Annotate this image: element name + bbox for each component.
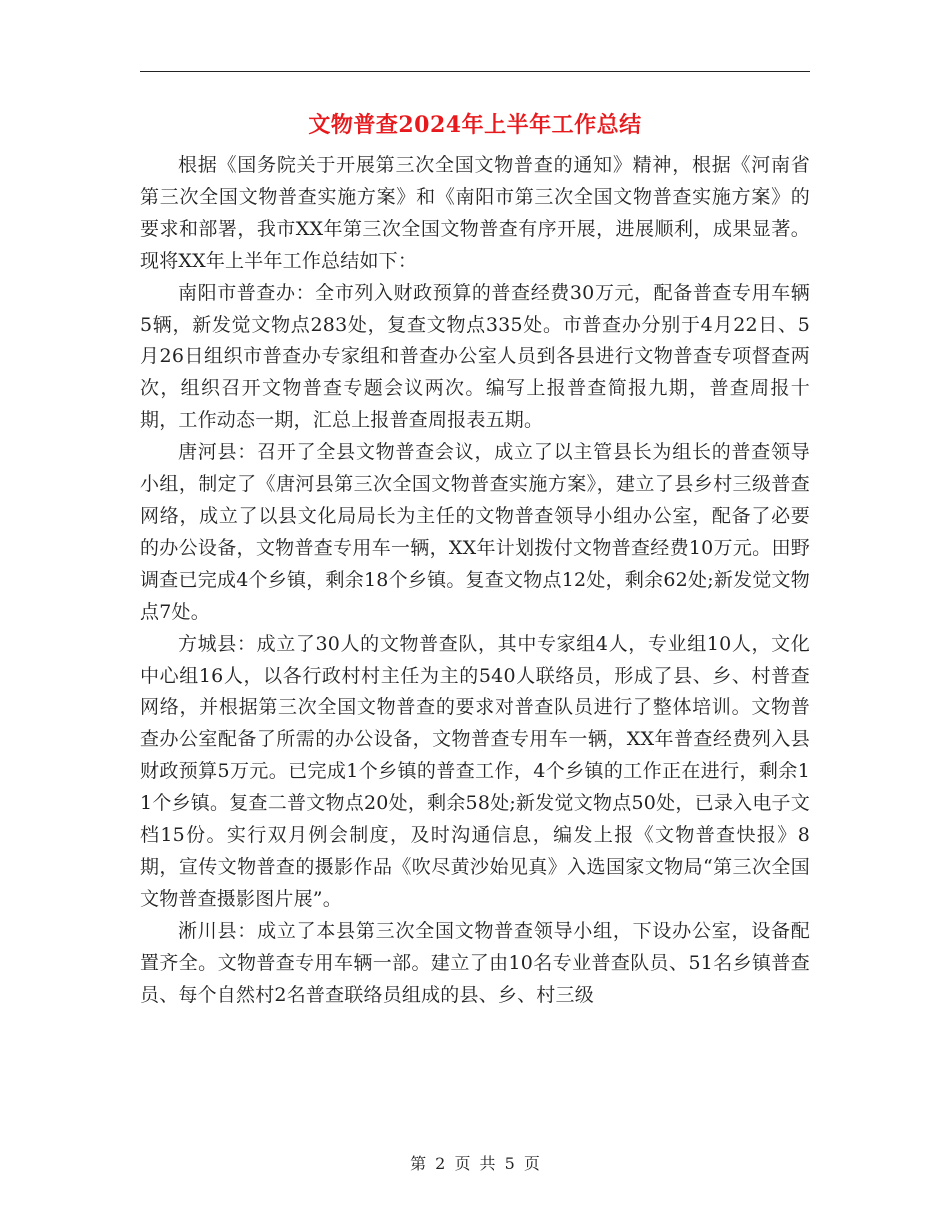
- document-body: [140, 150, 810, 1011]
- paragraph-xichuan: 淅川县：成立了本县第三次全国文物普查领导小组，下设办公室，设备配置齐全。文物普查专用车辆一部。建立了由10名专业普查队员、51名乡镇普查员、每个自然村2名普查联络员组成的县、乡、村三级: [140, 919, 810, 1006]
- document-title: 文物普查2024年上半年工作总结: [308, 112, 642, 138]
- paragraph-tanghe: 唐河县：召开了全县文物普查会议，成立了以主管县长为组长的普查领导小组，制定了《唐河县第三次全国文物普查实施方案》，建立了县乡村三级普查网络，成立了以县文化局局长为主任的文物普查领导小组办公室，配备了必要的办公设备，文物普查专用车一辆，XX年计划拨付文物普查经费10万元。田野调查已完成4个乡镇，剩余18个乡镇。复查文物点12处，剩余62处;新发觉文物点7处。: [140, 441, 810, 623]
- paragraph-intro: 根据《国务院关于开展第三次全国文物普查的通知》精神，根据《河南省第三次全国文物普查实施方案》和《南阳市第三次全国文物普查实施方案》的要求和部署，我市XX年第三次全国文物普查有序开展，进展顺利，成果显著。现将XX年上半年工作总结如下：: [140, 154, 810, 272]
- header-rule: [140, 71, 810, 72]
- paragraph-fangcheng: 方城县：成立了30人的文物普查队，其中专家组4人，专业组10人，文化中心组16人，以各行政村村主任为主的540人联络员，形成了县、乡、村普查网络，并根据第三次全国文物普查的要求对普查队员进行了整体培训。文物普查办公室配备了所需的办公设备，文物普查专用车一辆，XX年普查经费列入县财政预算5万元。已完成1个乡镇的普查工作，4个乡镇的工作正在进行，剩余11个乡镇。复查二普文物点20处，剩余58处;新发觉文物点50处，已录入电子文档15份。实行双月例会制度，及时沟通信息，编发上报《文物普查快报》8期，宣传文物普查的摄影作品《吹尽黄沙始见真》入选国家文物局“第三次全国文物普查摄影图片展”。: [140, 632, 810, 910]
- page-number-footer: 第 2 页 共 5 页: [410, 1154, 540, 1173]
- paragraph-nanyang: 南阳市普查办：全市列入财政预算的普查经费30万元，配备普查专用车辆5辆，新发觉文物点283处，复查文物点335处。市普查办分别于4月22日、5月26日组织市普查办专家组和普查办公室人员到各县进行文物普查专项督查两次，组织召开文物普查专题会议两次。编写上报普查简报九期，普查周报十期，工作动态一期，汇总上报普查周报表五期。: [140, 281, 810, 432]
